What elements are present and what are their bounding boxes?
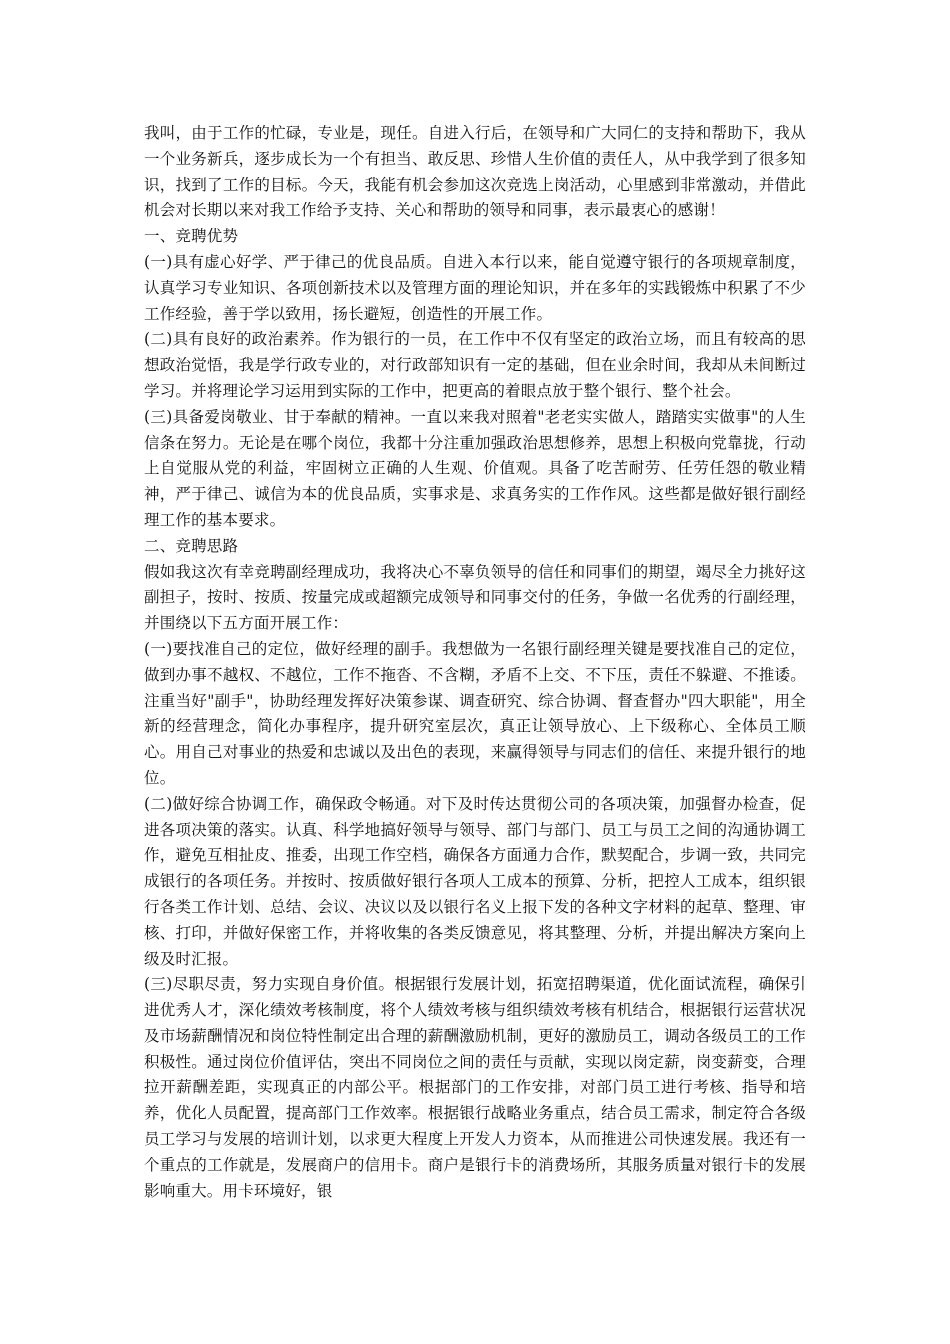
advantage-paragraph-1: (一)具有虚心好学、严于律己的优良品质。自进入本行以来，能自觉遵守银行的各项规章制度，认真学习专业知识、各项创新技术以及管理方面的理论知识，并在多年的实践锻炼中积累了不少工作经验，善于学以致用，扬长避短，创造性的开展工作。 <box>144 252 806 323</box>
document-page <box>144 121 806 1204</box>
section-heading-advantages: 一、竞聘优势 <box>144 227 239 246</box>
advantage-paragraph-3: (三)具备爱岗敬业、甘于奉献的精神。一直以来我对照着"老老实实做人，踏踏实实做事"的人生信条在努力。无论是在哪个岗位，我都十分注重加强政治思想修养，思想上积极向党靠拢，行动上自觉服从党的利益，牢固树立正确的人生观、价值观。具备了吃苦耐劳、任劳任怨的敬业精神，严于律己、诚信为本的优良品质，实事求是、求真务实的工作作风。这些都是做好银行副经理工作的基本要求。 <box>144 407 806 529</box>
intro-paragraph: 我叫，由于工作的忙碌，专业是，现任。自进入行后，在领导和广大同仁的支持和帮助下，我从一个业务新兵，逐步成长为一个有担当、敢反思、珍惜人生价值的责任人，从中我学到了很多知识，找到了工作的目标。今天，我能有机会参加这次竞选上岗活动，心里感到非常激动，并借此机会对长期以来对我工作给予支持、关心和帮助的领导和同事，表示最衷心的感谢！ <box>144 124 806 220</box>
approach-paragraph-1: (一)要找准自己的定位，做好经理的副手。我想做为一名银行副经理关键是要找准自己的定位，做到办事不越权、不越位，工作不拖沓、不含糊，矛盾不上交、不下压，责任不躲避、不推诿。注重当好"副手"，协助经理发挥好决策参谋、调查研究、综合协调、督查督办"四大职能"，用全新的经营理念，简化办事程序，提升研究室层次，真正让领导放心、上下级称心、全体员工顺心。用自己对事业的热爱和忠诚以及出色的表现，来赢得领导与同志们的信任、来提升银行的地位。 <box>144 639 806 787</box>
approach-paragraph-2: (二)做好综合协调工作，确保政令畅通。对下及时传达贯彻公司的各项决策，加强督办检查，促进各项决策的落实。认真、科学地搞好领导与领导、部门与部门、员工与员工之间的沟通协调工作，避免互相扯皮、推委，出现工作空档，确保各方面通力合作，默契配合，步调一致，共同完成银行的各项任务。并按时、按质做好银行各项人工成本的预算、分析，把控人工成本，组织银行各类工作计划、总结、会议、决议以及以银行名义上报下发的各种文字材料的起草、整理、审核、打印，并做好保密工作，并将收集的各类反馈意见，将其整理、分析，并提出解决方案向上级及时汇报。 <box>144 794 806 968</box>
approach-intro-paragraph: 假如我这次有幸竞聘副经理成功，我将决心不辜负领导的信任和同事们的期望，竭尽全力挑好这副担子，按时、按质、按量完成或超额完成领导和同事交付的任务，争做一名优秀的行副经理，并围绕以下五方面开展工作： <box>144 562 806 633</box>
approach-paragraph-3: (三)尽职尽责，努力实现自身价值。根据银行发展计划，拓宽招聘渠道，优化面试流程，确保引进优秀人才，深化绩效考核制度，将个人绩效考核与组织绩效考核有机结合，根据银行运营状况及市场薪酬情况和岗位特性制定出合理的薪酬激励机制，更好的激励员工，调动各级员工的工作积极性。通过岗位价值评估，突出不同岗位之间的责任与贡献，实现以岗定薪，岗变薪变，合理拉开薪酬差距，实现真正的内部公平。根据部门的工作安排，对部门员工进行考核、指导和培养，优化人员配置，提高部门工作效率。根据银行战略业务重点，结合员工需求，制定符合各级员工学习与发展的培训计划，以求更大程度上开发人力资本，从而推进公司快速发展。我还有一个重点的工作就是，发展商户的信用卡。商户是银行卡的消费场所，其服务质量对银行卡的发展影响重大。用卡环境好，银 <box>144 975 806 1200</box>
advantage-paragraph-2: (二)具有良好的政治素养。作为银行的一员，在工作中不仅有坚定的政治立场，而且有较高的思想政治觉悟，我是学行政专业的，对行政部知识有一定的基础，但在业余时间，我却从未间断过学习。并将理论学习运用到实际的工作中，把更高的着眼点放于整个银行、整个社会。 <box>144 330 806 400</box>
section-heading-approach: 二、竞聘思路 <box>144 536 239 555</box>
